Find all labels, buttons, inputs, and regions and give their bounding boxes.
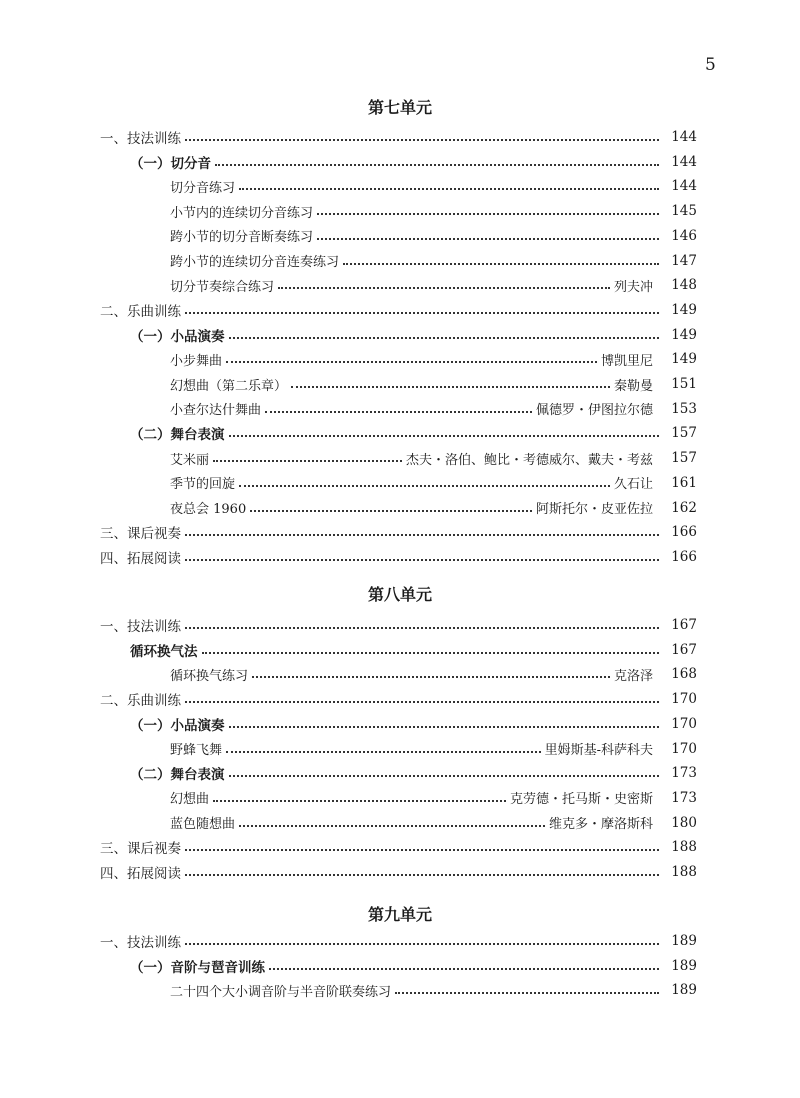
- toc-entry-page: 170: [671, 740, 697, 757]
- dot-leader: [185, 874, 659, 876]
- toc-entry[interactable]: [170, 447, 697, 469]
- dot-leader: [343, 263, 659, 265]
- toc-entry-title: 野蜂飞舞: [170, 743, 223, 758]
- toc-entry-page: 166: [671, 524, 697, 541]
- toc-entry-title: 二十四个大小调音阶与半音阶联奏练习: [170, 984, 392, 1000]
- toc-entry[interactable]: [100, 836, 697, 858]
- toc-entry[interactable]: [100, 688, 697, 710]
- toc-entry-composer: 阿斯托尔・皮亚佐拉: [535, 502, 653, 517]
- toc-entry[interactable]: [100, 521, 697, 543]
- toc-entry-page: 166: [671, 548, 697, 565]
- toc-entry-page: 157: [671, 450, 697, 467]
- toc-entry-title: 三、课后视奏: [100, 841, 181, 858]
- toc-entry-title: 四、拓展阅读: [100, 550, 181, 567]
- dot-leader: [229, 775, 660, 777]
- unit-title: 第七单元: [367, 98, 432, 117]
- dot-leader: [229, 435, 660, 437]
- dot-leader: [229, 726, 660, 728]
- toc-entry-title: （一）小品演奏: [130, 328, 225, 345]
- toc-entry[interactable]: [170, 738, 697, 760]
- toc-entry[interactable]: [170, 663, 697, 685]
- toc-entry[interactable]: [170, 274, 697, 296]
- toc-entry-page: 188: [671, 839, 697, 856]
- dot-leader: [185, 312, 659, 314]
- toc-entry-page: 168: [671, 666, 697, 683]
- dot-leader: [239, 825, 545, 827]
- toc-entry-page: 144: [671, 153, 697, 170]
- toc-entry[interactable]: [170, 472, 697, 494]
- toc-entry-page: 148: [671, 277, 697, 294]
- toc-entry[interactable]: [170, 398, 697, 420]
- toc-entry[interactable]: [100, 614, 697, 636]
- dot-leader: [185, 534, 659, 536]
- toc-entry-title: 一、技法训练: [100, 619, 181, 635]
- toc-entry-title: 循环换气练习: [170, 668, 249, 684]
- toc-entry-page: 188: [671, 864, 697, 880]
- toc-entry[interactable]: [170, 812, 697, 834]
- toc-entry-title: 小节内的连续切分音练习: [170, 205, 314, 221]
- dot-leader: [202, 652, 660, 654]
- toc-entry-page: 149: [671, 351, 697, 368]
- toc-entry-title: 循环换气法: [130, 643, 198, 660]
- dot-leader: [226, 751, 541, 753]
- dot-leader: [226, 361, 597, 363]
- toc-entry-page: 149: [671, 301, 697, 318]
- dot-leader: [215, 164, 659, 166]
- toc-entry-title: 切分音练习: [170, 180, 236, 196]
- toc-entry[interactable]: [130, 762, 697, 784]
- toc-entry-title: 夜总会 1960: [170, 502, 247, 517]
- toc-entry-title: 四、拓展阅读: [100, 866, 181, 882]
- dot-leader: [239, 485, 610, 487]
- toc-entry-composer: 里姆斯基-科萨科夫: [544, 743, 653, 758]
- dot-leader: [213, 460, 402, 462]
- toc-entry-title: 跨小节的切分音断奏练习: [170, 230, 314, 246]
- toc-entry-page: 149: [671, 326, 697, 343]
- toc-entry-title: （一）小品演奏: [130, 717, 225, 734]
- toc-entry-composer: 秦勒曼: [613, 378, 653, 394]
- toc-entry[interactable]: [170, 225, 697, 247]
- toc-entry-page: 144: [671, 178, 697, 195]
- toc-entry-title: 切分节奏综合练习: [170, 279, 275, 295]
- toc-entry[interactable]: [170, 497, 697, 519]
- toc-entry-title: 小步舞曲: [170, 353, 223, 369]
- dot-leader: [291, 386, 610, 388]
- dot-leader: [250, 510, 532, 512]
- toc-entry-title: 艾米丽: [170, 452, 210, 468]
- dot-leader: [395, 992, 659, 994]
- unit-title: 第八单元: [367, 585, 432, 604]
- dot-leader: [185, 849, 659, 851]
- dot-leader: [278, 287, 610, 289]
- toc-entry[interactable]: [130, 324, 697, 346]
- toc-entry-composer: 克劳德・托马斯・史密斯: [509, 792, 653, 808]
- toc-entry[interactable]: [170, 175, 697, 197]
- toc-entry-title: 二、乐曲训练: [100, 693, 181, 710]
- toc-entry-composer: 克洛泽: [613, 668, 653, 684]
- toc-entry-title: （二）舞台表演: [130, 767, 225, 784]
- toc-entry-title: 幻想曲: [170, 792, 210, 808]
- toc-entry[interactable]: [130, 713, 697, 735]
- toc-entry[interactable]: [100, 546, 697, 568]
- toc-entry-title: 三、课后视奏: [100, 526, 181, 543]
- dot-leader: [265, 411, 532, 413]
- toc-entry-composer: 久石让: [613, 477, 653, 493]
- toc-entry-title: （一）音阶与琶音训练: [130, 959, 265, 976]
- toc-entry-page: 170: [671, 715, 697, 732]
- toc-entry[interactable]: [130, 955, 697, 977]
- toc-entry-page: 153: [671, 400, 697, 417]
- dot-leader: [317, 213, 659, 215]
- toc-entry-title: 小查尔达什舞曲: [170, 403, 262, 419]
- dot-leader: [269, 968, 659, 970]
- toc-entry[interactable]: [100, 861, 697, 883]
- toc-entry-page: 147: [671, 252, 697, 269]
- dot-leader: [213, 800, 506, 802]
- toc-entry-title: 季节的回旋: [170, 477, 236, 493]
- toc-entry[interactable]: [170, 200, 697, 222]
- toc-entry-composer: 佩德罗・伊图拉尔德: [535, 403, 653, 419]
- dot-leader: [185, 627, 659, 629]
- toc-entry-title: 一、技法训练: [100, 935, 181, 951]
- toc-entry-title: 二、乐曲训练: [100, 303, 181, 320]
- toc-entry-page: 151: [671, 376, 697, 392]
- dot-leader: [239, 188, 659, 190]
- dot-leader: [229, 337, 660, 339]
- toc-entry[interactable]: [170, 979, 697, 1001]
- toc-entry[interactable]: [130, 639, 697, 661]
- toc-entry-page: 145: [671, 203, 697, 220]
- page-number: 5: [705, 55, 716, 75]
- toc-entry-page: 180: [671, 814, 697, 831]
- dot-leader: [185, 559, 659, 561]
- toc-entry-page: 170: [671, 691, 697, 708]
- toc-entry-page: 146: [671, 227, 697, 244]
- dot-leader: [185, 943, 659, 945]
- dot-leader: [252, 676, 610, 678]
- toc-entry-page: 167: [671, 617, 697, 633]
- dot-leader: [185, 139, 659, 141]
- dot-leader: [185, 701, 659, 703]
- unit-title: 第九单元: [367, 905, 432, 924]
- toc-entry[interactable]: [100, 126, 697, 148]
- toc-entry-page: 144: [671, 129, 697, 145]
- toc-entry-page: 162: [671, 499, 697, 516]
- toc-entry[interactable]: [100, 930, 697, 952]
- toc-entry-title: 跨小节的连续切分音连奏练习: [170, 255, 340, 270]
- toc-entry[interactable]: [170, 373, 697, 395]
- toc-entry-page: 157: [671, 425, 697, 442]
- toc-entry-title: （二）舞台表演: [130, 427, 225, 444]
- toc-entry-page: 189: [671, 957, 697, 974]
- toc-entry-composer: 杰夫・洛伯、鲍比・考德威尔、戴夫・考兹: [405, 452, 653, 468]
- toc-entry[interactable]: [130, 151, 697, 173]
- toc-entry-page: 167: [671, 641, 697, 658]
- toc-entry-title: 一、技法训练: [100, 131, 181, 147]
- toc-entry[interactable]: [170, 250, 697, 272]
- toc-entry-composer: 博凯里尼: [600, 353, 653, 369]
- toc-entry-page: 189: [671, 933, 697, 949]
- toc-entry-page: 173: [671, 765, 697, 782]
- toc-entry-composer: 列夫冲: [613, 279, 653, 295]
- toc-entry-page: 161: [671, 474, 697, 491]
- toc-entry[interactable]: [130, 422, 697, 444]
- toc-entry[interactable]: [170, 787, 697, 809]
- toc-entry-title: 蓝色随想曲: [170, 817, 236, 833]
- toc-entry[interactable]: [100, 299, 697, 321]
- toc-entry[interactable]: [170, 348, 697, 370]
- toc-entry-page: 173: [671, 789, 697, 806]
- toc-entry-composer: 维克多・摩洛斯科: [548, 817, 653, 833]
- toc-entry-title: 幻想曲（第二乐章）: [170, 378, 288, 394]
- toc-entry-title: （一）切分音: [130, 155, 211, 172]
- toc-entry-page: 189: [671, 982, 697, 999]
- dot-leader: [317, 238, 659, 240]
